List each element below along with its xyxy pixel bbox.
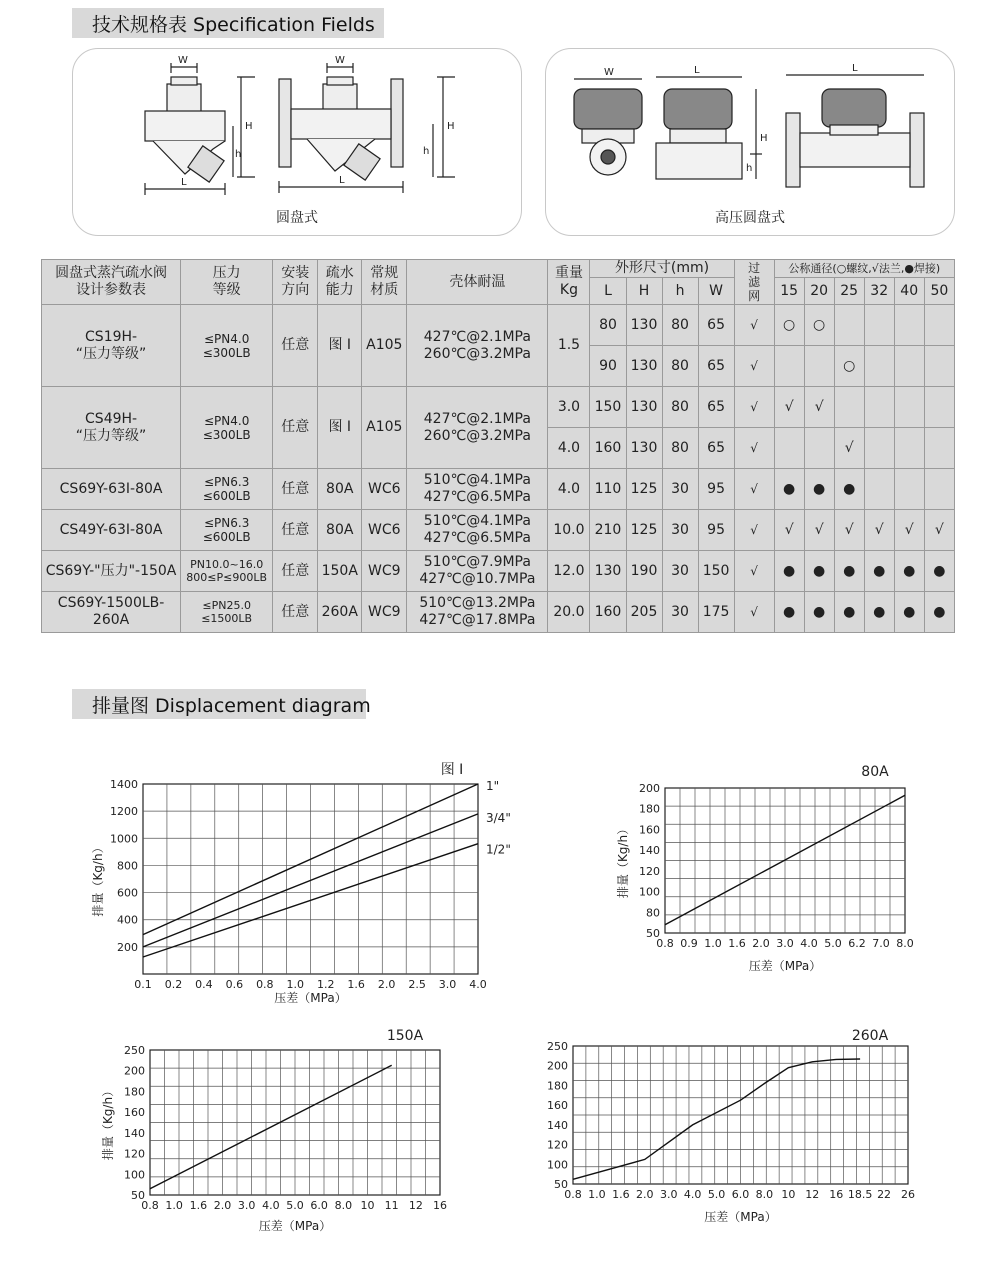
cell-dim-l: 110 [590,469,626,510]
y-tick-label: 100 [639,885,660,899]
x-tick-label: 1.0 [704,937,722,950]
chart-frame [150,1050,440,1195]
y-tick-label: 100 [124,1168,145,1182]
x-tick-label: 11 [384,1199,399,1212]
cell-pressure: PN10.0~16.0 800≤P≤900LB [181,551,273,592]
cell-dn [894,469,924,510]
x-tick-label: 0.8 [564,1188,582,1201]
y-tick-label: 160 [124,1106,145,1120]
cell-dn: √ [924,510,954,551]
header-temp: 壳体耐温 [407,260,548,305]
cell-model: CS49H- “压力等级” [42,387,181,469]
cell-dn [804,428,834,469]
cell-install: 任意 [273,551,318,592]
x-tick-label: 5.0 [286,1199,304,1212]
x-tick-label: 2.0 [377,978,396,991]
cell-dim-h: 80 [662,428,698,469]
cell-install: 任意 [273,387,318,469]
cell-dn [804,346,834,387]
x-tick-label: 1.0 [286,978,305,991]
cell-install: 任意 [273,469,318,510]
cell-model: CS49Y-63I-80A [42,510,181,551]
x-tick-label: 0.6 [225,978,244,991]
cell-dn: ● [894,592,924,633]
cell-dn [924,305,954,346]
chart-fig1 [80,758,520,1012]
y-axis-label: 排量（Kg/h） [616,822,630,899]
x-axis-label: 压差（MPa） [274,991,347,1005]
cell-temp: 427℃@2.1MPa 260℃@3.2MPa [407,305,548,387]
header-dn: 公称通径(○螺纹,√法兰,●焊接) [774,260,954,278]
cell-dn: √ [804,387,834,428]
cell-dn [924,428,954,469]
x-tick-label: 1.6 [728,937,746,950]
header-dims: 外形尺寸(mm) [590,260,734,278]
cell-dim-w: 175 [698,592,734,633]
x-tick-label: 7.0 [872,937,890,950]
header-dn-15: 15 [774,278,804,305]
series-label: 3/4" [486,810,511,825]
cell-dn [774,346,804,387]
dim-label-l-r: L [694,65,700,76]
cell-temp: 510℃@7.9MPa 427℃@10.7MPa [407,551,548,592]
dim-label-l: L [181,177,187,188]
cell-dn [894,346,924,387]
cell-dn: ● [804,469,834,510]
x-tick-label: 2.0 [213,1199,232,1212]
cell-material: WC6 [362,510,407,551]
y-tick-label: 250 [124,1044,145,1057]
series-label: 1" [486,779,500,793]
cell-temp: 510℃@4.1MPa 427℃@6.5MPa [407,469,548,510]
cell-dn [894,387,924,428]
spec-section-header [72,8,384,38]
x-tick-label: 12 [805,1188,820,1201]
dim-label-h2-r: h [746,163,753,174]
cell-filter: √ [734,428,774,469]
cell-temp: 427℃@2.1MPa 260℃@3.2MPa [407,387,548,469]
y-tick-label: 100 [547,1158,568,1172]
y-tick-label: 1400 [110,778,138,791]
cell-dn: ● [804,592,834,633]
cell-install: 任意 [273,305,318,387]
spec-table [41,259,955,633]
cell-capacity: 图 I [318,305,362,387]
series-label: 1/2" [486,842,511,857]
x-tick-label: 8.0 [334,1199,353,1212]
x-tick-label: 6.2 [848,937,866,950]
cell-dn: ● [774,551,804,592]
header-dim-h: H [626,278,662,305]
x-tick-label: 6.0 [731,1188,750,1201]
cell-dim-w: 65 [698,387,734,428]
cell-dim-l: 130 [590,551,626,592]
cell-dn: √ [864,510,894,551]
cell-pressure: ≤PN4.0 ≤300LB [181,305,273,387]
dim-label-l2-r: L [852,63,858,74]
y-tick-label: 140 [547,1118,568,1132]
cell-dim-w: 150 [698,551,734,592]
cell-filter: √ [734,551,774,592]
x-tick-label: 0.1 [134,978,152,991]
cell-dim-w: 65 [698,305,734,346]
cell-dn: ● [834,469,864,510]
cell-dn: √ [834,510,864,551]
figure-caption-left: 圆盘式 [276,210,318,226]
cell-dn [834,387,864,428]
y-tick-label: 140 [124,1126,145,1140]
cell-weight: 4.0 [548,469,590,510]
cell-dim-l: 160 [590,428,626,469]
chart-title: 150A [386,1028,424,1044]
x-tick-label: 0.8 [141,1199,159,1212]
cell-capacity: 260A [318,592,362,633]
x-tick-label: 5.0 [824,937,842,950]
y-tick-label: 160 [547,1099,568,1113]
cell-dn [924,346,954,387]
cell-dn: √ [894,510,924,551]
x-tick-label: 0.8 [656,937,674,950]
cell-dim-l: 80 [590,305,626,346]
y-tick-label: 200 [117,940,138,954]
cell-temp: 510℃@13.2MPa 427℃@17.8MPa [407,592,548,633]
cell-weight: 20.0 [548,592,590,633]
y-tick-label: 800 [117,859,138,873]
cell-dn: √ [774,510,804,551]
figure-caption-right: 高压圆盘式 [715,210,785,226]
x-tick-label: 4.0 [262,1199,280,1212]
header-filter: 过 滤 网 [734,260,774,305]
y-tick-label: 180 [639,802,660,816]
x-axis-label: 压差（MPa） [748,959,822,973]
x-tick-label: 0.2 [164,978,183,991]
y-tick-label: 400 [117,913,138,927]
chart-150a [90,1024,460,1236]
valve-drawing-left [73,49,521,209]
table-row [42,510,955,551]
cell-dn [924,469,954,510]
cell-dn: ● [894,551,924,592]
cell-weight: 3.0 [548,387,590,428]
x-tick-label: 1.2 [316,978,335,991]
cell-dim-l: 90 [590,346,626,387]
cell-dim-h: 130 [626,387,662,428]
y-tick-label: 250 [547,1040,568,1053]
cell-dn [834,305,864,346]
header-dn-25: 25 [834,278,864,305]
x-tick-label: 22 [877,1188,892,1201]
x-tick-label: 6.0 [310,1199,328,1212]
header-pressure: 压力 等级 [181,260,273,305]
chart-260a [518,1024,918,1230]
y-tick-label: 180 [547,1079,568,1093]
header-capacity: 疏水 能力 [318,260,362,305]
x-tick-label: 0.9 [680,937,698,950]
cell-pressure: ≤PN6.3 ≤600LB [181,510,273,551]
table-row [42,305,955,346]
table-row [42,551,955,592]
cell-capacity: 图 I [318,387,362,469]
chart-title: 260A [851,1028,889,1044]
cell-dim-h: 130 [626,346,662,387]
dim-label-w-r: W [604,67,614,78]
y-tick-label: 120 [547,1138,568,1152]
dim-label-h-lower: h [235,149,242,160]
dim-label-w: W [178,55,188,66]
series-line [150,1065,392,1189]
x-tick-label: 0.4 [195,978,213,991]
cell-dim-h: 130 [626,305,662,346]
x-tick-label: 4.0 [683,1188,702,1201]
cell-dim-w: 65 [698,428,734,469]
cell-dn: √ [804,510,834,551]
figure-panel-right [545,48,955,236]
x-tick-label: 16 [433,1199,447,1212]
cell-dim-h: 80 [662,387,698,428]
dim-label-h-upper-2: H [447,121,455,132]
valve-drawing-right [546,49,954,209]
y-tick-label: 140 [639,844,660,858]
dim-label-h-r: H [760,133,768,144]
header-dn-50: 50 [924,278,954,305]
figure-panel-left [72,48,522,236]
table-row [42,592,955,633]
x-tick-label: 10 [360,1199,375,1212]
cell-dn: ○ [834,346,864,387]
cell-capacity: 150A [318,551,362,592]
x-tick-label: 1.6 [612,1188,630,1201]
cell-pressure: ≤PN4.0 ≤300LB [181,387,273,469]
cell-dn: ● [924,551,954,592]
chart-title: 80A [861,764,889,780]
y-tick-label: 1000 [110,832,138,846]
cell-temp: 510℃@4.1MPa 427℃@6.5MPa [407,510,548,551]
x-tick-label: 2.0 [752,937,770,950]
cell-dim-l: 160 [590,592,626,633]
cell-dim-h: 30 [662,510,698,551]
x-tick-label: 1.0 [588,1188,606,1201]
cell-dn: ● [924,592,954,633]
x-tick-label: 8.0 [755,1188,774,1201]
cell-dn [894,305,924,346]
x-tick-label: 12 [408,1199,423,1212]
x-tick-label: 18.5 [847,1188,873,1201]
cell-filter: √ [734,469,774,510]
y-tick-label: 1200 [110,805,138,819]
y-tick-label: 600 [117,886,138,900]
dim-label-w-2: W [335,55,345,66]
y-tick-label: 160 [639,823,660,837]
y-tick-label: 200 [547,1059,568,1073]
cell-dim-h: 205 [626,592,662,633]
x-tick-label: 2.5 [408,978,426,991]
cell-pressure: ≤PN6.3 ≤600LB [181,469,273,510]
y-tick-label: 50 [646,927,660,940]
dim-label-h-lower-2: h [423,146,430,157]
cell-dn [864,387,894,428]
dim-label-l-2: L [339,175,345,186]
cell-dn: ● [804,551,834,592]
table-row [42,469,955,510]
cell-dim-h: 125 [626,469,662,510]
cell-dim-h: 30 [662,592,698,633]
cell-dim-h: 80 [662,346,698,387]
cell-weight: 1.5 [548,305,590,387]
cell-model: CS69Y-"压力"-150A [42,551,181,592]
cell-dim-w: 95 [698,469,734,510]
cell-install: 任意 [273,592,318,633]
header-model: 圆盘式蒸汽疏水阀 设计参数表 [42,260,181,305]
x-tick-label: 1.6 [347,978,365,991]
x-tick-label: 3.0 [237,1199,256,1212]
cell-dn: ● [864,592,894,633]
cell-dn [894,428,924,469]
x-tick-label: 4.0 [800,937,818,950]
x-tick-label: 4.0 [469,978,487,991]
table-row [42,387,955,428]
x-tick-label: 3.0 [438,978,457,991]
x-tick-label: 5.0 [707,1188,726,1201]
header-material: 常规 材质 [362,260,407,305]
cell-pressure: ≤PN25.0 ≤1500LB [181,592,273,633]
cell-material: A105 [362,387,407,469]
cell-dn: √ [774,387,804,428]
x-tick-label: 8.0 [896,937,914,950]
chart-80a [605,758,925,976]
cell-material: WC9 [362,551,407,592]
cell-dn: √ [834,428,864,469]
x-axis-label: 压差（MPa） [258,1219,332,1233]
cell-model: CS19H- “压力等级” [42,305,181,387]
y-tick-label: 200 [639,782,660,795]
chart-frame [143,784,478,974]
cell-filter: √ [734,346,774,387]
header-dim-h: h [662,278,698,305]
x-tick-label: 16 [829,1188,844,1201]
cell-dn [864,469,894,510]
x-tick-label: 26 [901,1188,915,1201]
y-tick-label: 80 [646,906,660,920]
cell-dn: ○ [804,305,834,346]
header-dn-32: 32 [864,278,894,305]
cell-dn: ○ [774,305,804,346]
header-dim-w: W [698,278,734,305]
x-tick-label: 10 [781,1188,796,1201]
cell-dn [864,346,894,387]
x-tick-label: 3.0 [776,937,794,950]
y-tick-label: 50 [554,1178,568,1191]
x-tick-label: 1.6 [189,1199,208,1212]
cell-dim-h: 30 [662,551,698,592]
x-tick-label: 0.8 [256,978,274,991]
spec-section-title: 技术规格表 Specification Fields [92,13,375,36]
cell-dn [774,428,804,469]
cell-model: CS69Y-1500LB-260A [42,592,181,633]
y-tick-label: 200 [124,1064,145,1078]
x-tick-label: 1.0 [165,1199,183,1212]
cell-dim-h: 125 [626,510,662,551]
cell-filter: √ [734,305,774,346]
cell-dim-h: 130 [626,428,662,469]
disp-section-header [72,689,371,719]
chart-title: 图 I [440,762,464,778]
x-axis-label: 压差（MPa） [704,1210,777,1224]
cell-weight: 12.0 [548,551,590,592]
disp-section-title: 排量图 Displacement diagram [92,694,371,717]
y-tick-label: 50 [131,1189,145,1202]
table-header-row [42,260,955,278]
cell-material: WC9 [362,592,407,633]
cell-dn: ● [834,592,864,633]
header-install: 安装 方向 [273,260,318,305]
chart-frame [573,1046,908,1184]
header-dim-l: L [590,278,626,305]
cell-dn [864,428,894,469]
cell-dim-w: 65 [698,346,734,387]
x-tick-label: 2.0 [636,1188,654,1201]
cell-dim-l: 150 [590,387,626,428]
cell-dim-h: 190 [626,551,662,592]
cell-model: CS69Y-63I-80A [42,469,181,510]
y-axis-label: 排量（Kg/h） [101,1084,115,1161]
cell-dn: ● [774,469,804,510]
header-dn-40: 40 [894,278,924,305]
cell-dn: ● [774,592,804,633]
y-tick-label: 120 [639,864,660,878]
y-axis-label: 排量（Kg/h） [91,841,105,917]
cell-dim-h: 80 [662,305,698,346]
dim-label-h-upper: H [245,121,253,132]
cell-dn [864,305,894,346]
cell-capacity: 80A [318,469,362,510]
cell-dim-w: 95 [698,510,734,551]
cell-dn [924,387,954,428]
cell-capacity: 80A [318,510,362,551]
cell-dn: ● [834,551,864,592]
cell-filter: √ [734,510,774,551]
cell-dim-h: 30 [662,469,698,510]
x-tick-label: 3.0 [659,1188,678,1201]
cell-weight: 4.0 [548,428,590,469]
cell-dn: ● [864,551,894,592]
cell-weight: 10.0 [548,510,590,551]
y-tick-label: 180 [124,1085,145,1099]
cell-dim-l: 210 [590,510,626,551]
cell-material: WC6 [362,469,407,510]
series-line [573,1059,860,1179]
header-weight: 重量 Kg [548,260,590,305]
cell-material: A105 [362,305,407,387]
cell-filter: √ [734,592,774,633]
cell-install: 任意 [273,510,318,551]
y-tick-label: 120 [124,1147,145,1161]
header-dn-20: 20 [804,278,834,305]
cell-filter: √ [734,387,774,428]
